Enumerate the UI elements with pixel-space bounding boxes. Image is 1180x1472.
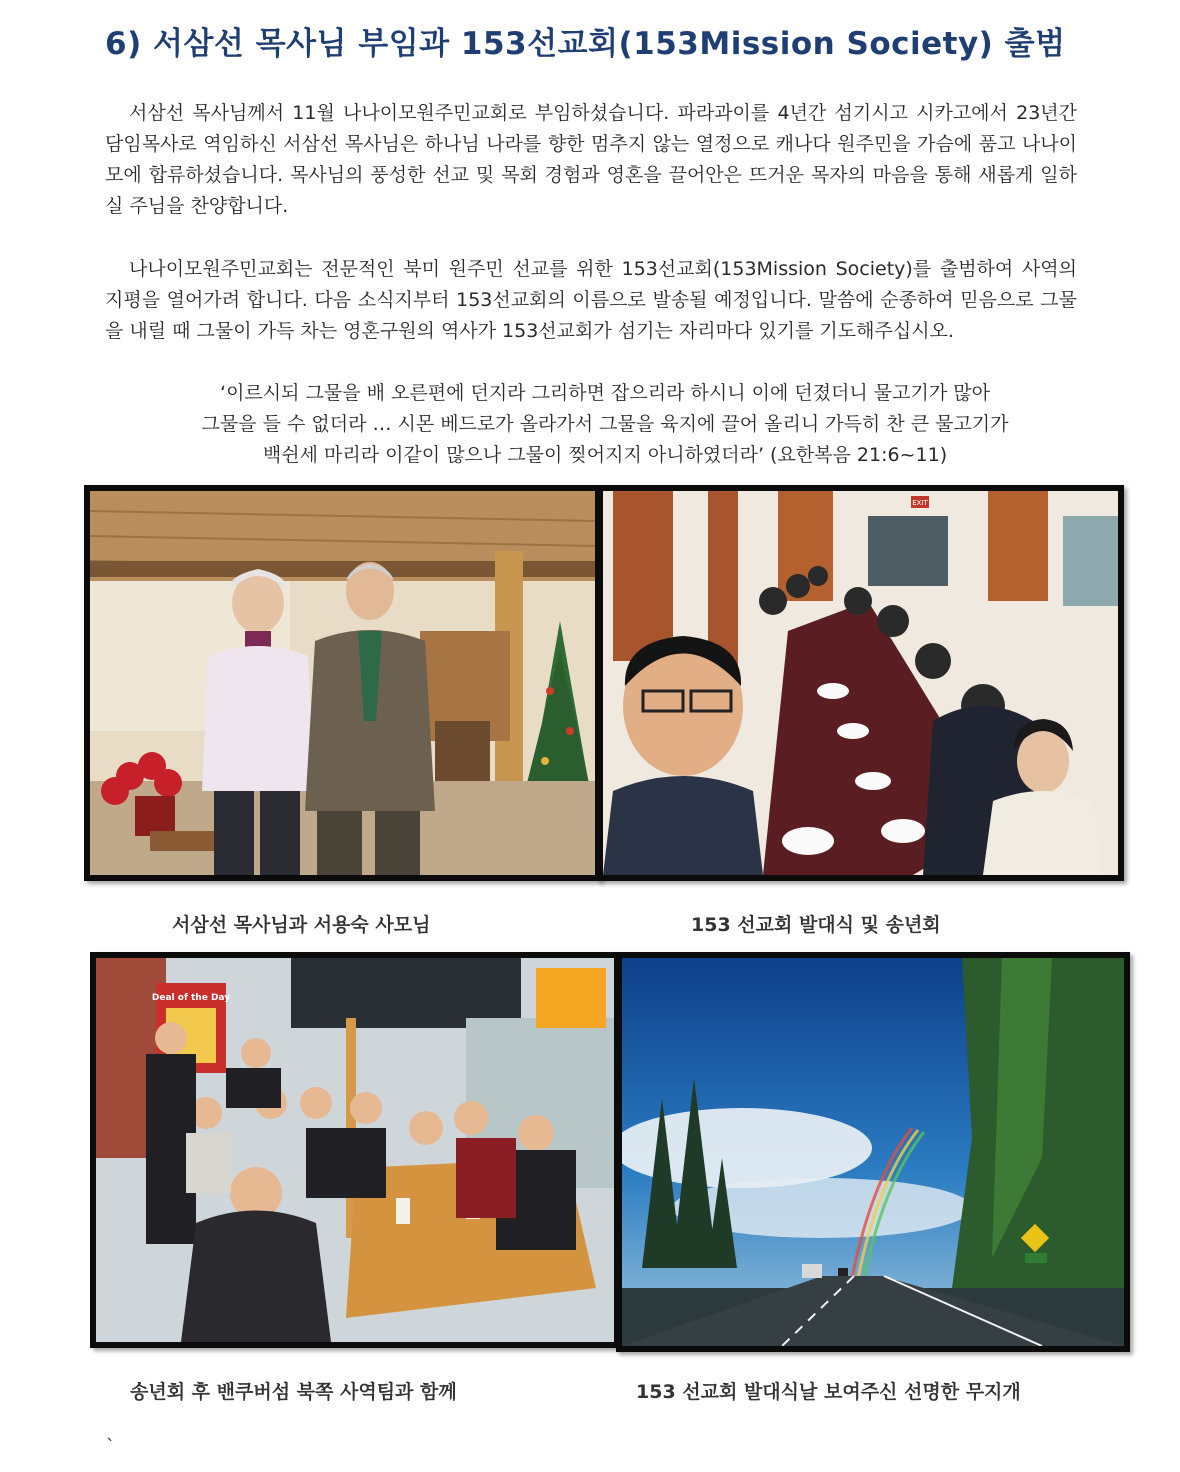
caption-pastor-couple: 서삼선 목사님과 서용숙 사모님: [172, 914, 431, 936]
photo-rainbow-road-image: [622, 958, 1124, 1346]
quote-line-1: ‘이르시되 그물을 배 오른편에 던지라 그리하면 잡으리라 하시니 이에 던졌더니 물고기가 많아: [220, 382, 990, 404]
photo-team-north-island-image: [96, 958, 614, 1342]
mission-paragraph: 나나이모원주민교회는 전문적인 북미 원주민 선교를 위한 153선교회(153Mission Society)를 출범하여 사역의 지평을 열어가려 합니다. 다음 소식지부터 153선교회의 이름으로 발송될 예정입니다. 말씀에 순종하여 믿음으로 그물을 내릴 때 그물이 가득 차는 영혼구원의 역사가 153선교회가 섬기는 자리마다 있기를 기도해주십시오.: [105, 258, 1077, 342]
photo-pastor-couple-image: [90, 491, 595, 875]
page-title: 6) 서삼선 목사님 부임과 153선교회(153Mission Society) 출범: [105, 26, 1066, 62]
photo-rainbow-road: [616, 952, 1130, 1352]
exit-sign: EXIT: [912, 499, 928, 507]
intro-paragraph: 서삼선 목사님께서 11월 나나이모원주민교회로 부임하셨습니다. 파라과이를 4년간 섬기시고 시카고에서 23년간 담임목사로 역임하신 서삼선 목사님은 하나님 나라를 향한 멈추지 않는 열정으로 캐나다 원주민을 가슴에 품고 나나이모에 합류하셨습니다. 목사님의 풍성한 선교 및 목회 경험과 영혼을 끌어안은 뜨거운 목자의 마음을 통해 새롭게 일하실 주님을 찬양합니다.: [105, 102, 1077, 217]
caption-restaurant-gathering: 153 선교회 발대식 및 송년회: [691, 914, 941, 936]
quote-line-3: 백쉰세 마리라 이같이 많으나 그물이 찢어지지 아니하였더라’ (요한복음 21:6~11): [262, 444, 948, 466]
caption-rainbow-road: 153 선교회 발대식날 보여주신 선명한 무지개: [636, 1381, 1021, 1403]
quote-line-2: 그물을 들 수 없더라 … 시몬 베드로가 올라가서 그물을 육지에 끌어 올리니 가득히 찬 큰 물고기가: [201, 413, 1009, 435]
photo-pastor-couple: [84, 485, 601, 881]
photo-team-north-island: [90, 952, 620, 1348]
caption-team-north-island: 송년회 후 밴쿠버섬 북쪽 사역팀과 함께: [130, 1381, 457, 1403]
deal-of-the-day-sign: Deal of the Day: [151, 993, 231, 1003]
photo-restaurant-gathering: [597, 485, 1124, 881]
stray-mark: `: [106, 1436, 115, 1457]
scripture-quote: [105, 378, 1105, 471]
photo-restaurant-gathering-image: [603, 491, 1118, 875]
